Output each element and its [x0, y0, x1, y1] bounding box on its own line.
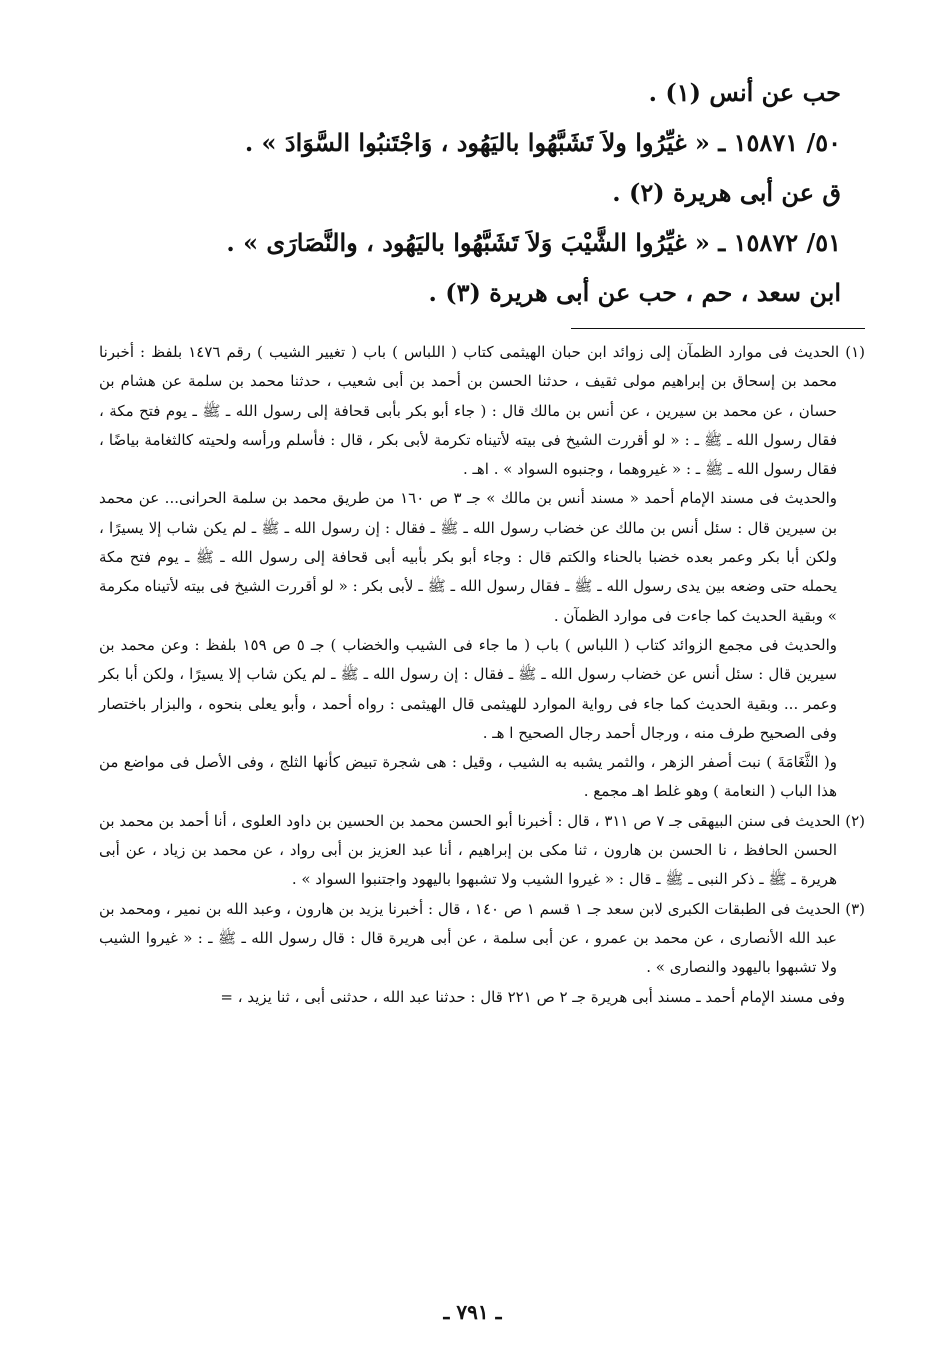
- page-number: ـ ٧٩١ ـ: [443, 1300, 502, 1324]
- hadith-source-line: حب عن أنس (١) .: [648, 78, 841, 107]
- hadith-text-line: ٥٠/ ١٥٨٧١ ـ « غيِّرُوا ولاَ تَشَبَّهُوا باليَهُود ، وَاجْتَنبُوا السَّوَادَ » .: [244, 128, 841, 157]
- footnote-divider: [571, 328, 865, 329]
- footnote-1-musnad-ahmad: والحديث فى مسند الإمام أحمد « مسند أنس بن مالك » جـ ٣ ص ١٦٠ من طريق محمد بن سلمة الحرانى... عن محمد بن سيرين قال : سئل أنس بن مالك عن خضاب رسول الله ـ ﷺ ـ فقال : إن رسول الله ـ ﷺ ـ لم يكن شاب إلا يسيرًا ، ولكن أبا بكر وعمر بعده خضبا بالحناء والكتم قال : وجاء أبو بكر بأبيه أبى قحافة إلى رسول الله ـ ﷺ ـ يوم فتح مكة يحمله حتى وضعه بين يدى رسول الله ـ ﷺ ـ فقال رسول الله ـ ﷺ ـ لأبى بكر : « لو أقررت الشيخ فى بيته لأتيناه مكرمة » وبقية الحديث كما جاءت فى موارد الظمآن .: [99, 489, 838, 625]
- footnotes-section: [99, 338, 865, 1012]
- hadith-source-line: ابن سعد ، حم ، حب عن أبى هريرة (٣) .: [428, 278, 841, 307]
- footnote-3-continued: وفى مسند الإمام أحمد ـ مسند أبى هريرة جـ ٢ ص ٢٢١ قال : حدثنا عبد الله ، حدثنى أبى ، ثنا يزيد ، =: [220, 987, 845, 1006]
- footnote-1-gloss: و( الثَّغَامَةَ ) نبت أصفر الزهر ، والثمر يشبه به الشيب ، وقيل : هى شجرة تبيض كأنها الثلج ، وفى الأصل فى مواضع من هذا الباب ( النعامة ) وهو غلط اهـ مجمع .: [99, 753, 837, 801]
- hadith-source-line: ق عن أبى هريرة (٢) .: [612, 178, 841, 207]
- footnote-3: (٣) الحديث فى الطبقات الكبرى لابن سعد جـ ١ قسم ١ ص ١٤٠ ، قال : أخبرنا يزيد بن هارون ، وعبد الله بن نمير ، ومحمد بن عبد الله الأنصارى ، عن محمد بن عمرو ، عن أبى سلمة ، عن أبى هريرة قال : قال رسول الله ـ ﷺ ـ : « غيروا الشيب ولا تشبهوا باليهود والنصارى » .: [99, 899, 866, 977]
- footnote-2: (٢) الحديث فى سنن البيهقى جـ ٧ ص ٣١١ ، قال : أخبرنا أبو الحسن محمد بن الحسين بن داود العلوى ، أنا أحمد بن محمد بن الحسن الحافظ ، نا الحسن بن هارون ، ثنا مكى بن إبراهيم ، أنا عبد العزيز بن أبى رواد ، عن محمد بن زياد ، عن أبى هريرة ـ ﷺ ـ ذكر النبى ـ ﷺ ـ قال : « غيروا الشيب ولا تشبهوا باليهود واجتنبوا السواد » .: [99, 811, 865, 889]
- hadith-main-text: [101, 68, 841, 318]
- footnote-1: (١) الحديث فى موارد الظمآن إلى زوائد ابن حبان الهيثمى كتاب ( اللباس ) باب ( تغيير الشيب ) رقم ١٤٧٦ بلفظ : أخبرنا محمد بن إسحاق بن إبراهيم مولى ثقيف ، حدثنا الحسن بن أحمد بن أبى شعيب ، حدثنا محمد بن سلمة عن هشام بن حسان ، عن محمد بن سيرين ، عن أنس بن مالك قال : ( جاء أبو بكر بأبى قحافة إلى رسول الله ـ ﷺ ـ يوم فتح مكة ، فقال رسول الله ـ ﷺ ـ : « لو أقررت الشيخ فى بيته لأتيناه تكرمة لأبى بكر ، قال : فأسلم ورأسه ولحيته كالثغامة بياضًا ، فقال رسول الله ـ ﷺ ـ : « غيروهما ، وجنبوه السواد » . اهـ .: [99, 343, 866, 479]
- hadith-text-line: ٥١/ ١٥٨٧٢ ـ « غيِّرُوا الشَّيْبَ وَلاَ تَشَبَّهُوا باليَهُود ، والنَّصَارَى » .: [226, 228, 841, 257]
- footnote-1-majma-zawaid: والحديث فى مجمع الزوائد كتاب ( اللباس ) باب ( ما جاء فى الشيب والخضاب ) جـ ٥ ص ١٥٩ بلفظ : وعن محمد بن سيرين قال : سئل أنس عن خضاب رسول الله ـ ﷺ ـ فقال : إن رسول الله ـ ﷺ ـ لم يكن شاب إلا يسيرًا ، ولكن أبا بكر وعمر ... وبقية الحديث كما جاء فى رواية الموارد للهيثمى قال الهيثمى : رواه أحمد ، وأبو يعلى بنحوه ، والبزار باختصار وفى الصحيح طرف منه ، ورجال أحمد رجال الصحيح ا هـ .: [99, 635, 837, 742]
